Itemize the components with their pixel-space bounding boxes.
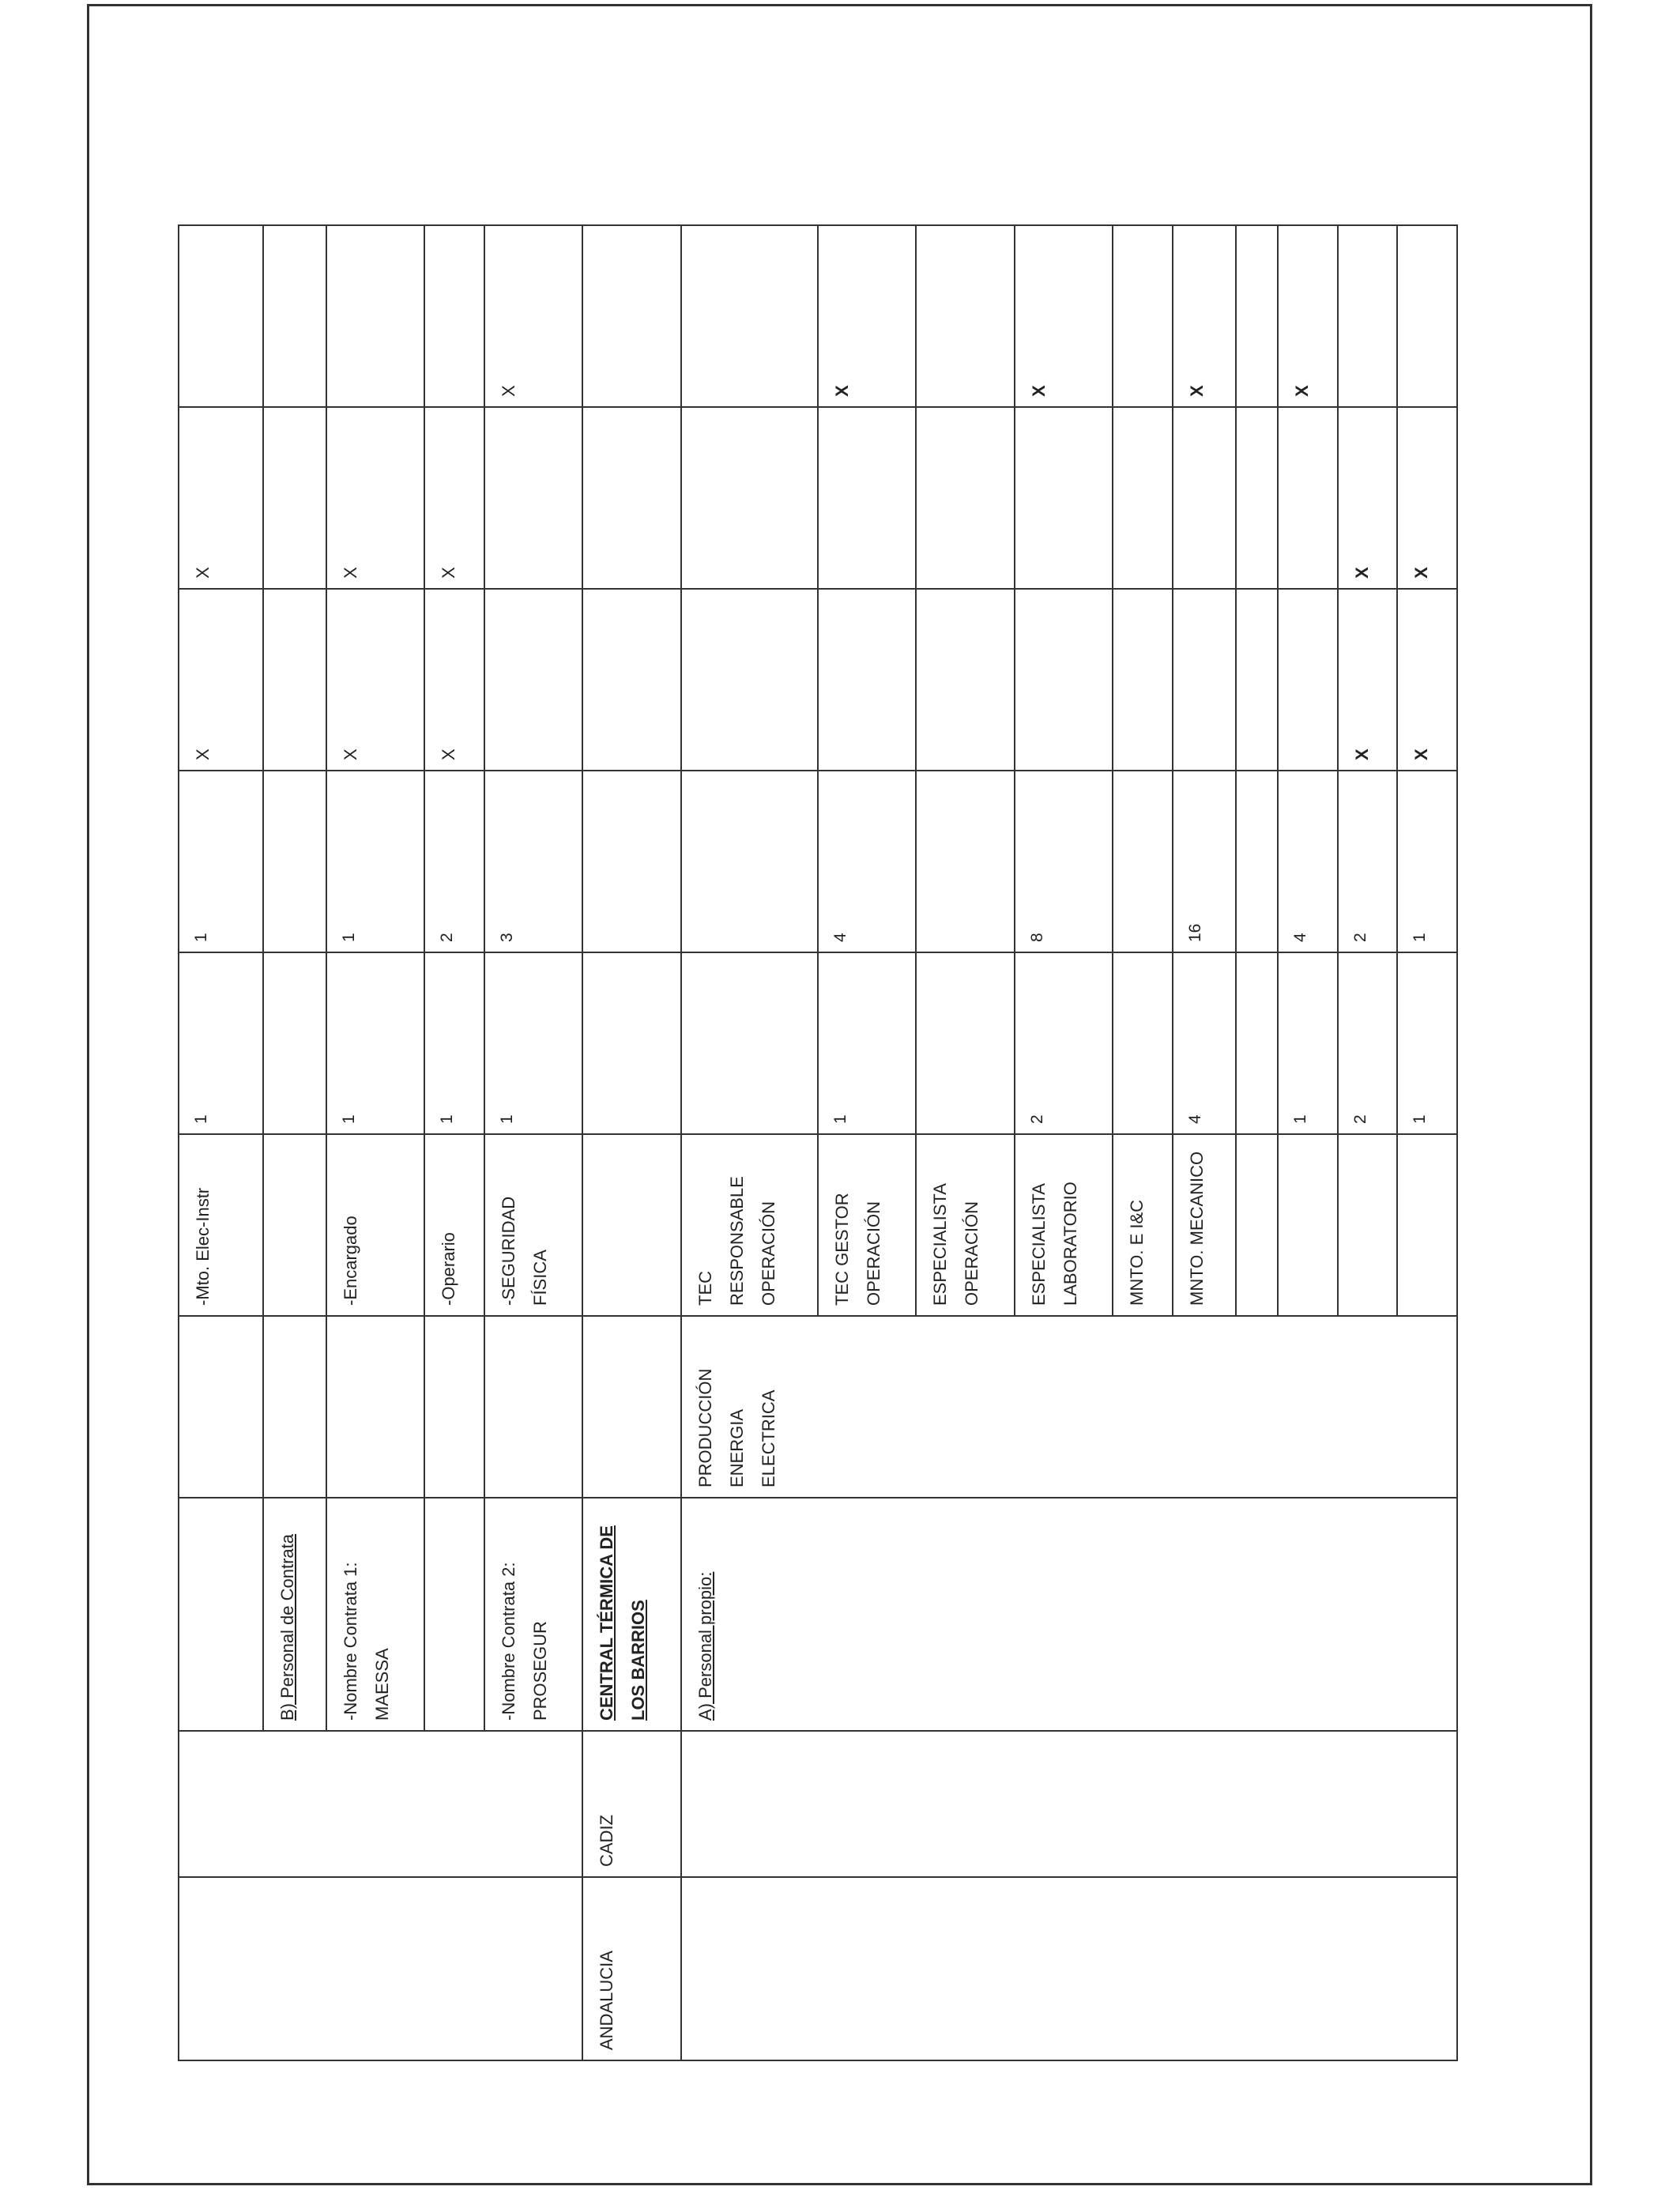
role-cell bbox=[1236, 1134, 1277, 1316]
mark-3-cell bbox=[179, 225, 263, 407]
mark-1-cell: X bbox=[424, 589, 484, 771]
role-cell: -SEGURIDAD FÍSICA bbox=[484, 1134, 582, 1316]
mark-2-cell bbox=[1236, 407, 1277, 589]
mark-2-cell bbox=[1278, 407, 1338, 589]
region-cell bbox=[484, 1877, 582, 2060]
region-cell bbox=[916, 1877, 1014, 2060]
province-cell bbox=[1015, 1731, 1113, 1877]
region-cell bbox=[1397, 1877, 1457, 2060]
table-row bbox=[582, 225, 680, 2060]
mark-1-cell bbox=[818, 589, 916, 771]
count-1-cell bbox=[916, 952, 1014, 1134]
mark-1-cell: X bbox=[179, 589, 263, 771]
count-1-cell bbox=[1236, 952, 1277, 1134]
mark-2-cell bbox=[1015, 407, 1113, 589]
count-2-cell bbox=[1236, 771, 1277, 952]
province-cell bbox=[916, 1731, 1014, 1877]
mark-1-cell bbox=[1113, 589, 1173, 771]
mark-3-cell bbox=[1113, 225, 1173, 407]
mark-2-cell: X bbox=[179, 407, 263, 589]
mark-1-cell bbox=[916, 589, 1014, 771]
count-2-cell bbox=[916, 771, 1014, 952]
count-2-cell: 16 bbox=[1173, 771, 1237, 952]
mark-3-cell bbox=[916, 225, 1014, 407]
count-2-cell: 4 bbox=[1278, 771, 1338, 952]
role-cell: TEC GESTOR OPERACIÓN bbox=[818, 1134, 916, 1316]
center-cell bbox=[1113, 1498, 1173, 1731]
province-cell bbox=[1397, 1731, 1457, 1877]
count-2-cell bbox=[681, 771, 818, 952]
table-row bbox=[916, 225, 1014, 2060]
table-row bbox=[1278, 225, 1338, 2060]
center-cell bbox=[1015, 1498, 1113, 1731]
region-cell bbox=[1113, 1877, 1173, 2060]
role-cell: MNTO. E I&C bbox=[1113, 1134, 1173, 1316]
mark-3-cell: X bbox=[484, 225, 582, 407]
role-cell bbox=[1278, 1134, 1338, 1316]
center-cell bbox=[818, 1498, 916, 1731]
mark-2-cell: X bbox=[326, 407, 424, 589]
table-row bbox=[818, 225, 916, 2060]
mark-3-cell bbox=[582, 225, 680, 407]
mark-3-cell: X bbox=[1173, 225, 1237, 407]
count-1-cell bbox=[582, 952, 680, 1134]
region-cell bbox=[424, 1877, 484, 2060]
table-row bbox=[681, 225, 818, 2060]
mark-3-cell: X bbox=[1278, 225, 1338, 407]
rotated-table-container bbox=[178, 228, 1458, 2061]
activity-cell bbox=[1113, 1316, 1173, 1498]
table-row bbox=[326, 225, 424, 2060]
role-cell bbox=[263, 1134, 326, 1316]
activity-cell bbox=[1173, 1316, 1237, 1498]
count-2-cell: 3 bbox=[484, 771, 582, 952]
center-cell bbox=[179, 1498, 263, 1731]
role-cell bbox=[1397, 1134, 1457, 1316]
region-cell bbox=[818, 1877, 916, 2060]
activity-cell bbox=[263, 1316, 326, 1498]
table-row bbox=[424, 225, 484, 2060]
role-cell: -Mto. Elec-Instr bbox=[179, 1134, 263, 1316]
count-1-cell: 1 bbox=[818, 952, 916, 1134]
center-cell bbox=[916, 1498, 1014, 1731]
role-cell: ESPECIALISTA LABORATORIO bbox=[1015, 1134, 1113, 1316]
staffing-table bbox=[178, 224, 1458, 2061]
count-2-cell: 1 bbox=[1397, 771, 1457, 952]
activity-cell bbox=[1236, 1316, 1277, 1498]
mark-2-cell bbox=[484, 407, 582, 589]
mark-1-cell bbox=[1173, 589, 1237, 771]
mark-2-cell bbox=[263, 407, 326, 589]
activity-cell bbox=[1397, 1316, 1457, 1498]
activity-cell bbox=[424, 1316, 484, 1498]
activity-cell bbox=[1338, 1316, 1398, 1498]
region-cell bbox=[1015, 1877, 1113, 2060]
province-cell bbox=[1113, 1731, 1173, 1877]
mark-3-cell bbox=[1338, 225, 1398, 407]
activity-cell: PRODUCCIÓN ENERGIA ELECTRICA bbox=[681, 1316, 818, 1498]
count-1-cell: 1 bbox=[179, 952, 263, 1134]
activity-cell bbox=[484, 1316, 582, 1498]
mark-1-cell bbox=[1015, 589, 1113, 771]
table-row bbox=[1173, 225, 1237, 2060]
province-cell bbox=[1338, 1731, 1398, 1877]
mark-1-cell bbox=[1278, 589, 1338, 771]
mark-3-cell bbox=[263, 225, 326, 407]
role-cell: TEC RESPONSABLE OPERACIÓN bbox=[681, 1134, 818, 1316]
count-1-cell: 1 bbox=[484, 952, 582, 1134]
region-cell bbox=[1278, 1877, 1338, 2060]
region-cell bbox=[179, 1877, 263, 2060]
count-2-cell: 2 bbox=[424, 771, 484, 952]
mark-1-cell bbox=[1236, 589, 1277, 771]
region-cell bbox=[326, 1877, 424, 2060]
count-1-cell: 4 bbox=[1173, 952, 1237, 1134]
mark-3-cell: X bbox=[1015, 225, 1113, 407]
mark-2-cell: X bbox=[424, 407, 484, 589]
activity-cell bbox=[1278, 1316, 1338, 1498]
count-2-cell: 1 bbox=[179, 771, 263, 952]
center-cell: -Nombre Contrata 1: MAESSA bbox=[326, 1498, 424, 1731]
count-1-cell: 2 bbox=[1338, 952, 1398, 1134]
mark-1-cell bbox=[484, 589, 582, 771]
count-1-cell bbox=[1113, 952, 1173, 1134]
province-cell bbox=[179, 1731, 263, 1877]
province-cell bbox=[818, 1731, 916, 1877]
mark-2-cell bbox=[1113, 407, 1173, 589]
province-cell bbox=[1173, 1731, 1237, 1877]
activity-cell bbox=[326, 1316, 424, 1498]
table-row bbox=[1236, 225, 1277, 2060]
table-body bbox=[179, 225, 1457, 2060]
mark-3-cell bbox=[1397, 225, 1457, 407]
table-row bbox=[1397, 225, 1457, 2060]
center-cell bbox=[1338, 1498, 1398, 1731]
count-2-cell bbox=[1113, 771, 1173, 952]
count-1-cell: 1 bbox=[424, 952, 484, 1134]
role-cell: -Encargado bbox=[326, 1134, 424, 1316]
center-cell: B) Personal de Contrata bbox=[263, 1498, 326, 1731]
province-cell bbox=[681, 1731, 818, 1877]
mark-1-cell bbox=[681, 589, 818, 771]
count-2-cell: 2 bbox=[1338, 771, 1398, 952]
mark-1-cell: X bbox=[326, 589, 424, 771]
region-cell: ANDALUCIA bbox=[582, 1877, 680, 2060]
count-2-cell bbox=[263, 771, 326, 952]
mark-2-cell: X bbox=[1338, 407, 1398, 589]
count-1-cell bbox=[681, 952, 818, 1134]
center-cell bbox=[1236, 1498, 1277, 1731]
activity-cell bbox=[179, 1316, 263, 1498]
province-cell bbox=[263, 1731, 326, 1877]
activity-cell bbox=[1015, 1316, 1113, 1498]
center-cell: A) Personal propio: bbox=[681, 1498, 818, 1731]
count-1-cell: 2 bbox=[1015, 952, 1113, 1134]
region-cell bbox=[681, 1877, 818, 2060]
mark-2-cell bbox=[681, 407, 818, 589]
mark-3-cell bbox=[326, 225, 424, 407]
mark-2-cell bbox=[916, 407, 1014, 589]
center-cell bbox=[424, 1498, 484, 1731]
province-cell bbox=[1278, 1731, 1338, 1877]
count-1-cell: 1 bbox=[1397, 952, 1457, 1134]
mark-3-cell: X bbox=[818, 225, 916, 407]
role-cell: MNTO. MECANICO bbox=[1173, 1134, 1237, 1316]
role-cell: ESPECIALISTA OPERACIÓN bbox=[916, 1134, 1014, 1316]
role-cell bbox=[582, 1134, 680, 1316]
activity-cell bbox=[818, 1316, 916, 1498]
province-cell bbox=[484, 1731, 582, 1877]
count-1-cell: 1 bbox=[326, 952, 424, 1134]
count-2-cell: 1 bbox=[326, 771, 424, 952]
region-cell bbox=[263, 1877, 326, 2060]
table-row bbox=[1338, 225, 1398, 2060]
activity-cell bbox=[582, 1316, 680, 1498]
center-cell bbox=[1397, 1498, 1457, 1731]
region-cell bbox=[1173, 1877, 1237, 2060]
province-cell bbox=[424, 1731, 484, 1877]
count-2-cell bbox=[582, 771, 680, 952]
center-cell bbox=[1278, 1498, 1338, 1731]
mark-1-cell bbox=[263, 589, 326, 771]
mark-2-cell bbox=[818, 407, 916, 589]
mark-2-cell bbox=[1173, 407, 1237, 589]
province-cell bbox=[1236, 1731, 1277, 1877]
province-cell bbox=[326, 1731, 424, 1877]
count-2-cell: 8 bbox=[1015, 771, 1113, 952]
mark-2-cell bbox=[582, 407, 680, 589]
center-cell bbox=[1173, 1498, 1237, 1731]
province-cell: CADIZ bbox=[582, 1731, 680, 1877]
table-row bbox=[1015, 225, 1113, 2060]
center-cell: -Nombre Contrata 2: PROSEGUR bbox=[484, 1498, 582, 1731]
count-1-cell bbox=[263, 952, 326, 1134]
activity-cell bbox=[916, 1316, 1014, 1498]
mark-2-cell: X bbox=[1397, 407, 1457, 589]
table-row bbox=[263, 225, 326, 2060]
count-1-cell: 1 bbox=[1278, 952, 1338, 1134]
mark-1-cell bbox=[582, 589, 680, 771]
table-row bbox=[1113, 225, 1173, 2060]
count-2-cell: 4 bbox=[818, 771, 916, 952]
region-cell bbox=[1236, 1877, 1277, 2060]
mark-3-cell bbox=[424, 225, 484, 407]
table-row bbox=[484, 225, 582, 2060]
role-cell bbox=[1338, 1134, 1398, 1316]
region-cell bbox=[1338, 1877, 1398, 2060]
center-cell: CENTRAL TÉRMICA DE LOS BARRIOS bbox=[582, 1498, 680, 1731]
table-row bbox=[179, 225, 263, 2060]
role-cell: -Operario bbox=[424, 1134, 484, 1316]
mark-1-cell: X bbox=[1397, 589, 1457, 771]
mark-3-cell bbox=[1236, 225, 1277, 407]
mark-1-cell: X bbox=[1338, 589, 1398, 771]
mark-3-cell bbox=[681, 225, 818, 407]
